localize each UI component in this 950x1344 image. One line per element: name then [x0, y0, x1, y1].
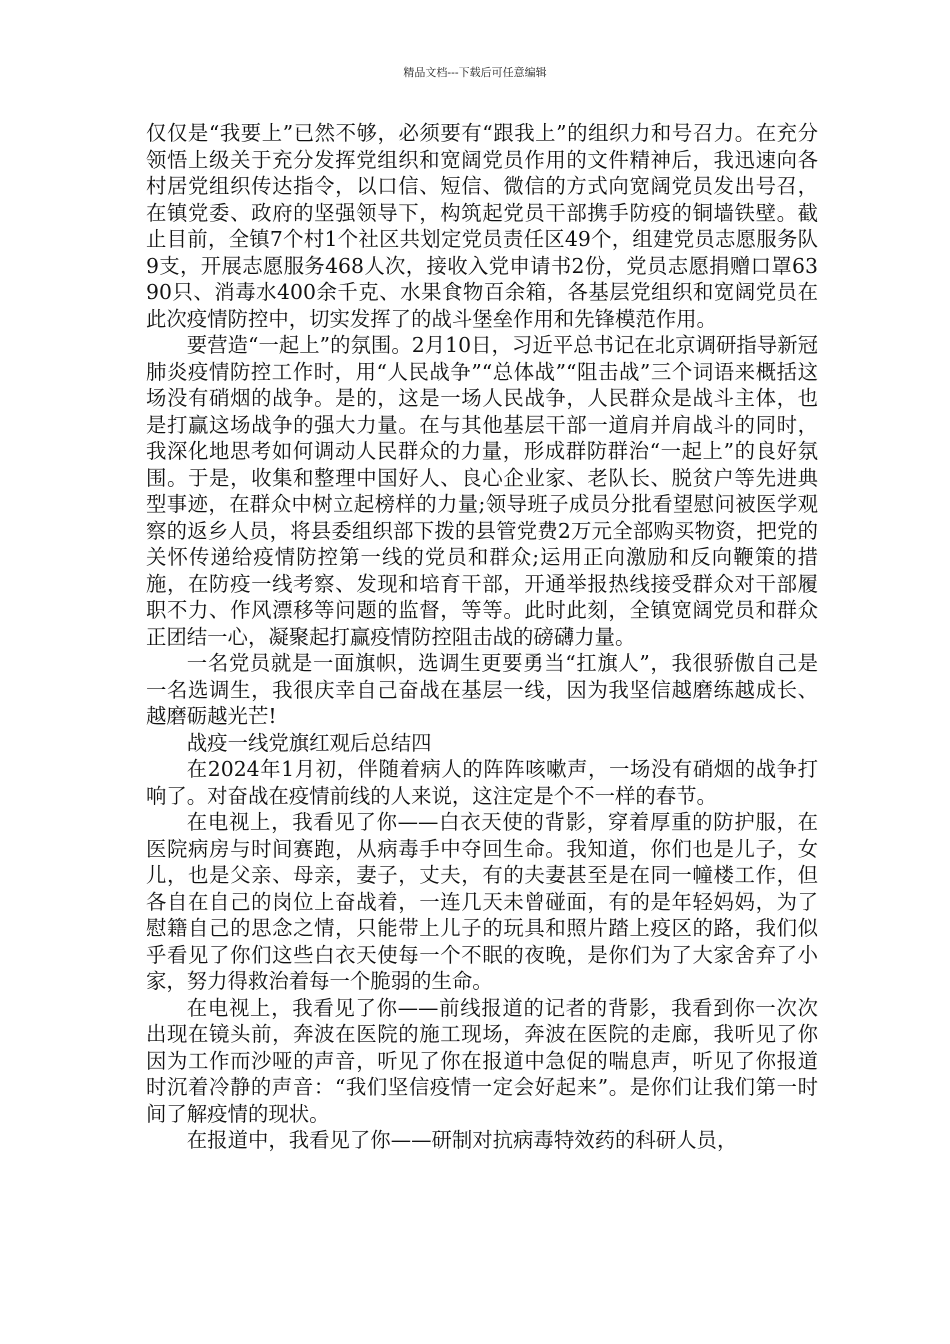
paragraph-researchers: 在报道中，我看见了你——研制对抗病毒特效药的科研人员，: [186, 1128, 738, 1152]
paragraph-flag-bearer: 一名党员就是一面旗帜，选调生更要勇当“扛旗人”，我很骄傲自己是一名选调生，我很庆幸自己奋战在基层一线，因为我坚信越磨练越成长、越磨砺越光芒!: [146, 651, 818, 728]
paragraph-party-mobilization: 仅仅是“我要上”已然不够，必须要有“跟我上”的组织力和号召力。在充分领悟上级关于充分发挥党组织和宽阔党员作用的文件精神后，我迅速向各村居党组织传达指令，以口信、短信、微信的方式向宽阔党员发出号召，在镇党委、政府的坚强领导下，构筑起党员干部携手防疫的铜墙铁壁。截止目前，全镇7个村1个社区共划定党员责任区49个，组建党员志愿服务队9支，开展志愿服务468人次，接收入党申请书2份，党员志愿捐赠口罩6390只、消毒水400余千克、水果食物百余箱，各基层党组织和宽阔党员在此次疫情防控中，切实发挥了的战斗堡垒作用和先锋模范作用。: [146, 121, 818, 331]
document-body: [146, 120, 818, 1154]
section-heading: 战疫一线党旗红观后总结四: [186, 730, 432, 755]
page-header: 精品文档---下载后可任意编辑: [403, 66, 547, 79]
paragraph-reporters: 在电视上，我看见了你——前线报道的记者的背影，我看到你一次次出现在镜头前，奔波在医院的施工现场，奔波在医院的走廊，我听见了你因为工作而沙哑的声音，听见了你在报道中急促的喘息声，听见了你报道时沉着冷静的声音：“我们坚信疫情一定会好起来”。是你们让我们第一时间了解疫情的现状。: [146, 995, 818, 1126]
paragraph-epidemic-start: 在2024年1月初，伴随着病人的阵阵咳嗽声，一场没有硝烟的战争打响了。对奋战在疫情前线的人来说，这注定是个不一样的春节。: [146, 757, 818, 808]
paragraph-medical-workers: 在电视上，我看见了你——白衣天使的背影，穿着厚重的防护服，在医院病房与时间赛跑，从病毒手中夺回生命。我知道，你们也是儿子，女儿，也是父亲、母亲，妻子，丈夫，有的夫妻甚至是在同一幢楼工作，但各自在自己的岗位上奋战着，一连几天未曾碰面，有的是年轻妈妈，为了慰籍自己的思念之情，只能带上儿子的玩具和照片踏上疫区的路，我们似乎看见了你们这些白衣天使每一个不眠的夜晚，是你们为了大家舍弃了小家，努力得救治着每一个脆弱的生命。: [146, 810, 818, 993]
paragraph-together-atmosphere: 要营造“一起上”的氛围。2月10日，习近平总书记在北京调研指导新冠肺炎疫情防控工作时，用“人民战争”“总体战”“阻击战”三个词语来概括这场没有硝烟的战争。是的，这是一场人民战争，人民群众是战斗主体，也是打赢这场战争的强大力量。在与其他基层干部一道肩并肩战斗的同时，我深化地思考如何调动人民群众的力量，形成群防群治“一起上”的良好氛围。于是，收集和整理中国好人、良心企业家、老队长、脱贫户等先进典型事迹，在群众中树立起榜样的力量;领导班子成员分批看望慰问被医学观察的返乡人员，将县委组织部下拨的县管党费2万元全部购买物资，把党的关怀传递给疫情防控第一线的党员和群众;运用正向激励和反向鞭策的措施，在防疫一线考察、发现和培育干部，开通举报热线接受群众对干部履职不力、作风漂移等问题的监督，等等。此时此刻，全镇宽阔党员和群众正团结一心，凝聚起打赢疫情防控阻击战的磅礴力量。: [146, 333, 818, 649]
